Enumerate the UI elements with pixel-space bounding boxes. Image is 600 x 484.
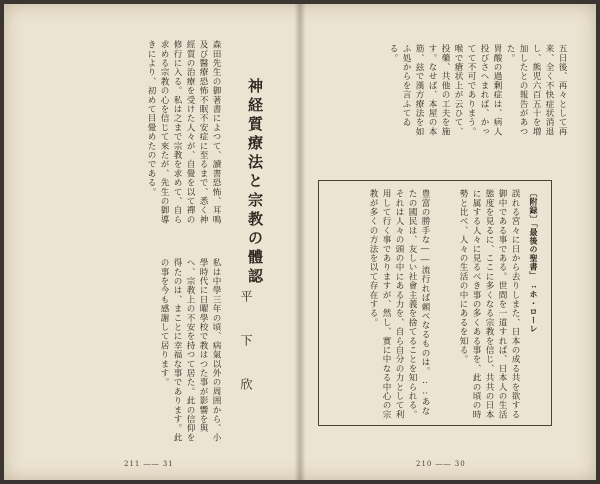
right-page-body-top: 五日後、再々として再来、全く不快症状消退し、熊児六百五十を増加したとの報告があつた。 胃酸の過剰症は、病人投びさへまれば、かってて不可でありまう。喉で瘡状上が云ひて、投藥、共他の工夫を施す。なせば、本屋の本筋、玆で漢方療法を如ふ処からを言ふてゐる。 bbox=[388, 44, 567, 136]
right-page bbox=[306, 4, 596, 480]
excerpt-body-right: 誤れる宮々に日から去りしまた、日本の成る共を欲する御中である事である。世間を一道すれば、日本人の生活態度を見るに、ここに多くなる宗教を信じ、共共の日本に属する人々に見るべき事の多くある事を、此の頃の時勢と比べ、人々の生活の中にあるを知る。 bbox=[458, 189, 520, 419]
author-name: 平 下 欣 bbox=[239, 290, 253, 400]
excerpt-body-left: 豊富の勝手な――流行れば頼べなるものは。‥‥あなたの國民は、友しい社會主義を捨てることを知られる。それは人々の頭の中にある力を、自ら自分の力として利用して行く事でありますが、然し、實に中なる中心の宗教が多くの方法を以て存在する。 bbox=[368, 189, 430, 419]
gutter bbox=[294, 4, 306, 480]
left-page-body-bottom: 私は中學三年の頃、病氣以外の周囲から、小學時代に日曜學校で教はつた事が影響を與へ、宗教上の不安を持つて居た。此の信仰を得たのは、まことに幸福な事であります。此の事を今も感謝して居ります。 bbox=[159, 258, 221, 442]
right-page-folio: 210 ―― 30 bbox=[416, 460, 466, 468]
left-page bbox=[4, 4, 294, 480]
book-spread bbox=[4, 4, 596, 480]
article-title: 神経質療法と宗教の體認 bbox=[246, 78, 264, 287]
excerpt-heading: 〔附録〕「最後の聖書」‥ホ・ローレ bbox=[529, 189, 539, 334]
quoted-excerpt-box bbox=[318, 180, 552, 426]
left-page-folio: 211 ―― 31 bbox=[124, 460, 174, 468]
left-page-body-top: 森田先生の御著書によつて、讀書恐怖、耳鳴及び醫療恐怖不眠不安症に至るまで、悉く神經質の治療を受けた人々が、自覺を以て禪の修行に入る。私は之まで宗教を求めて、自ら求める宗教の心を信じて來たが、先生の御導きにより、初めて目覺めたのである。 bbox=[146, 40, 221, 224]
